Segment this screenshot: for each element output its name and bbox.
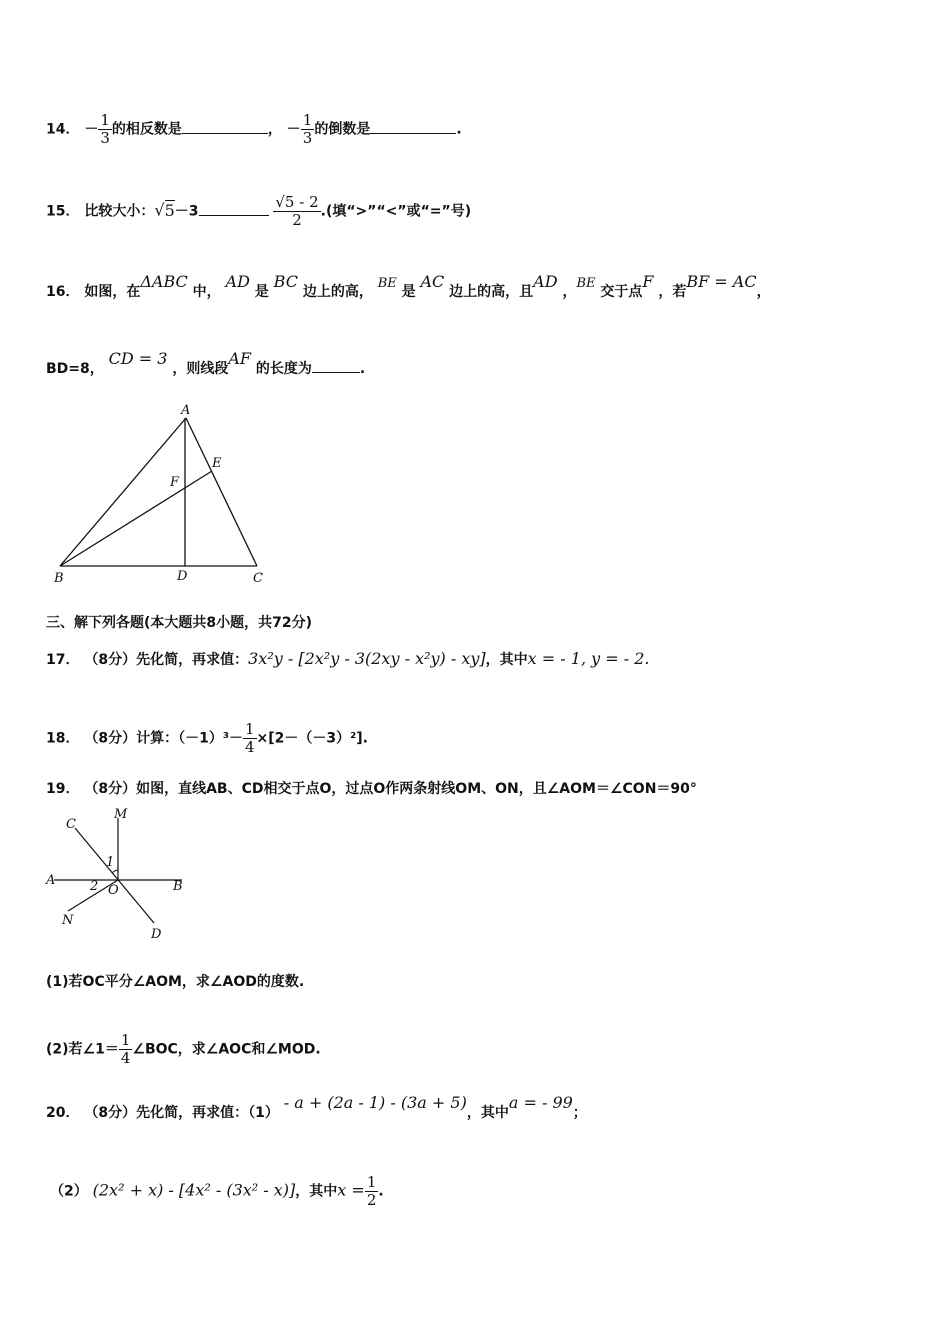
question-17 xyxy=(46,650,650,669)
question-18 xyxy=(46,721,368,756)
q16-be: BE xyxy=(377,276,397,291)
q15-sqrt-radicand: 5 xyxy=(164,200,175,220)
section-3-heading xyxy=(46,614,312,632)
q16-ac: AC xyxy=(420,272,445,291)
q20-fraction xyxy=(365,1174,379,1209)
q14-neg-sign: － xyxy=(84,121,99,138)
q16-text-8: ，若 xyxy=(658,284,687,300)
line-cd xyxy=(75,828,154,923)
label-d: D xyxy=(151,927,162,942)
question-19-part-2 xyxy=(46,1032,321,1067)
q16-ad: AD xyxy=(225,272,250,291)
q20-condition-1: a = - 99 xyxy=(508,1093,573,1112)
q16-text-6: 边上的高，且 xyxy=(449,284,534,300)
q14-fraction xyxy=(98,112,112,147)
q18-text-2: ×[2－（－3）²]. xyxy=(256,730,368,747)
q15-text-compare: 比较大小： xyxy=(84,203,155,220)
q20-condition-2: x = xyxy=(337,1180,365,1200)
q15-sqrt: √5 xyxy=(154,200,175,220)
q20-semicolon: ； xyxy=(572,1105,587,1121)
q17-number: 17． xyxy=(46,652,80,668)
question-19-part-1 xyxy=(46,973,304,991)
question-15 xyxy=(46,194,471,229)
q16-text-2: 中， xyxy=(192,284,221,300)
q16-cd: CD = 3 xyxy=(108,349,168,368)
q20-text-1: （8分）先化简，再求值：（1） xyxy=(84,1105,279,1121)
label-d: D xyxy=(177,569,188,584)
q19-number: 19． xyxy=(46,781,80,797)
label-c: C xyxy=(66,817,76,832)
question-14 xyxy=(46,112,462,147)
q20-frac-num: 1 xyxy=(366,1173,377,1191)
q20-number: 20． xyxy=(46,1105,80,1121)
q15-fill-hint: .(填“>”“<”或“=”号) xyxy=(320,203,472,220)
q19-sub2-text-2: ∠BOC，求∠AOC和∠MOD. xyxy=(132,1041,321,1058)
altitude-be xyxy=(60,471,212,566)
q16-bc: BC xyxy=(273,272,298,291)
side-ab xyxy=(60,418,186,566)
q19-sub2-text-1: (2)若∠1＝ xyxy=(46,1041,119,1058)
question-16 xyxy=(46,272,771,302)
q16-text-4: 边上的高， xyxy=(302,284,373,300)
q20-period: . xyxy=(378,1183,384,1200)
q14-blank-1[interactable] xyxy=(182,119,268,134)
q14-neg-sign-2: － xyxy=(286,121,301,138)
q14-text-reciprocal: 的倒数是 xyxy=(314,121,371,138)
q18-fraction xyxy=(243,721,257,756)
q16-condition: BF = AC xyxy=(686,272,757,291)
angle-1-arc xyxy=(112,870,118,873)
question-16-line-2 xyxy=(46,349,366,378)
label-b: B xyxy=(173,879,183,894)
side-ac xyxy=(186,418,257,566)
label-c: C xyxy=(253,571,263,586)
q17-text-2: ，其中 xyxy=(485,652,528,668)
q14-frac2-den: 3 xyxy=(302,129,313,147)
label-b: B xyxy=(54,571,64,586)
q19-frac-num: 1 xyxy=(120,1031,131,1049)
q20-expression-1: - a + (2a - 1) - (3a + 5) xyxy=(283,1093,467,1112)
q16-text-7: 交于点 xyxy=(600,284,643,300)
q16-be-2: BE xyxy=(576,276,596,291)
q19-sub1-text: (1)若OC平分∠AOM，求∠AOD的度数. xyxy=(46,974,305,990)
q14-period: . xyxy=(456,121,462,138)
q20-expression-2: (2x² + x) - [4x² - (3x² - x)] xyxy=(92,1180,296,1200)
angle-figure xyxy=(44,806,194,942)
q15-fraction xyxy=(273,194,320,229)
question-20-part-2 xyxy=(50,1174,384,1209)
q16-blank[interactable] xyxy=(312,358,360,373)
q14-frac2-num: 1 xyxy=(302,111,313,129)
q15-frac-den: 2 xyxy=(273,211,320,229)
q20-frac-den: 2 xyxy=(366,1191,377,1209)
q16-number: 16． xyxy=(46,284,80,300)
q16-text-3: 是 xyxy=(254,284,269,300)
q15-number: 15． xyxy=(46,203,80,220)
q19-frac-den: 4 xyxy=(120,1049,131,1067)
q20-text-4: ，其中 xyxy=(295,1183,338,1200)
q16-text-5: 是 xyxy=(401,284,416,300)
q16-line2-text-1: ，则线段 xyxy=(172,361,229,377)
q16-period: . xyxy=(359,361,366,377)
label-m: M xyxy=(114,807,128,822)
label-a: A xyxy=(46,873,56,888)
q14-blank-2[interactable] xyxy=(370,119,456,134)
q14-fraction-2 xyxy=(301,112,315,147)
q14-text-opposite: 的相反数是 xyxy=(111,121,182,138)
q16-triangle-abc: ΔABC xyxy=(140,272,188,291)
q16-comma: ， xyxy=(562,284,577,300)
label-f: F xyxy=(170,475,180,490)
label-n: N xyxy=(62,913,74,928)
q16-ad-2: AD xyxy=(533,272,558,291)
q20-sub2-label: （2） xyxy=(50,1183,88,1200)
q14-number: 14． xyxy=(46,121,80,138)
q18-number: 18． xyxy=(46,730,80,747)
label-e: E xyxy=(212,456,222,471)
q17-text-1: （8分）先化简，再求值： xyxy=(84,652,249,668)
label-a: A xyxy=(181,403,191,418)
q18-text-1: （8分）计算：（－1）³－ xyxy=(84,730,243,747)
q15-frac-num: √5 - 2 xyxy=(275,193,319,211)
q17-condition: x = - 1, y = - 2. xyxy=(527,649,650,668)
q18-frac-den: 4 xyxy=(244,738,255,756)
question-19 xyxy=(46,780,697,798)
q15-minus-three: －3 xyxy=(174,203,199,220)
q14-frac-den: 3 xyxy=(100,129,110,147)
triangle-figure xyxy=(44,400,274,588)
q16-point-f: F xyxy=(642,272,654,291)
question-20 xyxy=(46,1093,587,1122)
label-angle-1: 1 xyxy=(106,855,115,870)
q14-frac-num: 1 xyxy=(100,111,110,129)
q16-bd: BD=8， xyxy=(46,361,104,377)
q16-line2-text-2: 的长度为 xyxy=(255,361,312,377)
q16-text-1: 如图，在 xyxy=(84,284,141,300)
q19-sub2-fraction xyxy=(119,1032,133,1067)
q16-comma-2: ， xyxy=(756,284,771,300)
q17-expression: 3x²y - [2x²y - 3(2xy - x²y) - xy] xyxy=(248,649,486,668)
q20-text-2: ，其中 xyxy=(466,1105,509,1121)
q15-blank[interactable] xyxy=(199,201,269,216)
section-3-text: 三、解下列各题(本大题共8小题，共72分) xyxy=(46,615,313,631)
q18-frac-num: 1 xyxy=(244,720,255,738)
q14-comma: ， xyxy=(267,121,282,138)
q19-text: （8分）如图，直线AB、CD相交于点O，过点O作两条射线OM、ON，且∠AOM＝∠CON＝90° xyxy=(84,781,697,797)
label-o: O xyxy=(108,883,119,898)
q16-af: AF xyxy=(228,349,251,368)
label-angle-2: 2 xyxy=(90,879,99,894)
